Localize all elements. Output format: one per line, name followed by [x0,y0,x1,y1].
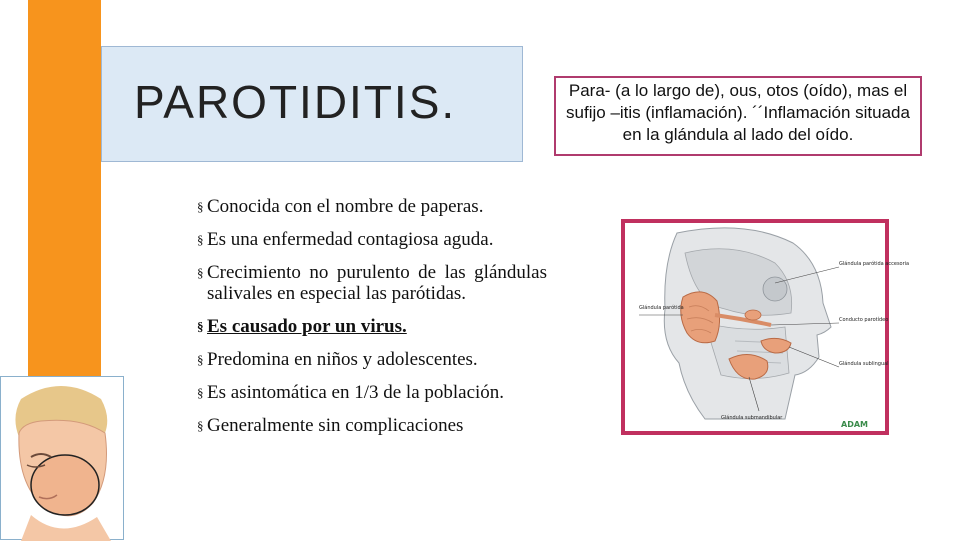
label-parotid-duct: Conducto parotídeo [839,317,889,323]
bullet-item: § Crecimiento no purulento de las glándulas salivales en especial las parótidas. [197,262,547,304]
bullet-marker: § [197,352,204,367]
bullet-marker: § [197,265,204,280]
bullet-marker: § [197,319,204,334]
bullet-item: § Es una enfermedad contagiosa aguda. [197,229,494,250]
label-submandibular: Glándula submandibular [721,415,783,421]
anatomy-image-frame [621,219,910,435]
bullet-marker: § [197,418,204,433]
adam-logo: ADAM [841,420,868,429]
bullet-item: § Generalmente sin complicaciones [197,415,464,436]
bullet-marker: § [197,232,204,247]
bullet-item: § Es causado por un virus. [197,316,407,337]
bullet-item: § Predomina en niños y adolescentes. [197,349,478,370]
title-box [101,46,523,162]
bullet-marker: § [197,385,204,400]
slide-title: PAROTIDITIS. [134,76,457,128]
label-parotid: Glándula parótida [639,305,684,311]
bullet-item: § Es asintomática en 1/3 de la población. [197,382,505,403]
child-swollen-cheek-illustration [1,377,125,541]
child-illustration-frame [0,376,124,540]
label-accessory-parotid: Glándula parótida accesoria [839,261,910,267]
bullet-marker: § [197,199,204,214]
bullet-item: § Conocida con el nombre de paperas. [197,196,484,217]
bullet-list [199,196,547,448]
label-sublingual: Glándula sublingual [839,361,889,367]
anatomy-illustration [625,223,910,431]
etymology-text: Para- (a lo largo de), ous, otos (oído), mas el sufijo –itis (inflamación). ´´Inflamación situada en la glándula al lado del oído. [566,81,910,144]
